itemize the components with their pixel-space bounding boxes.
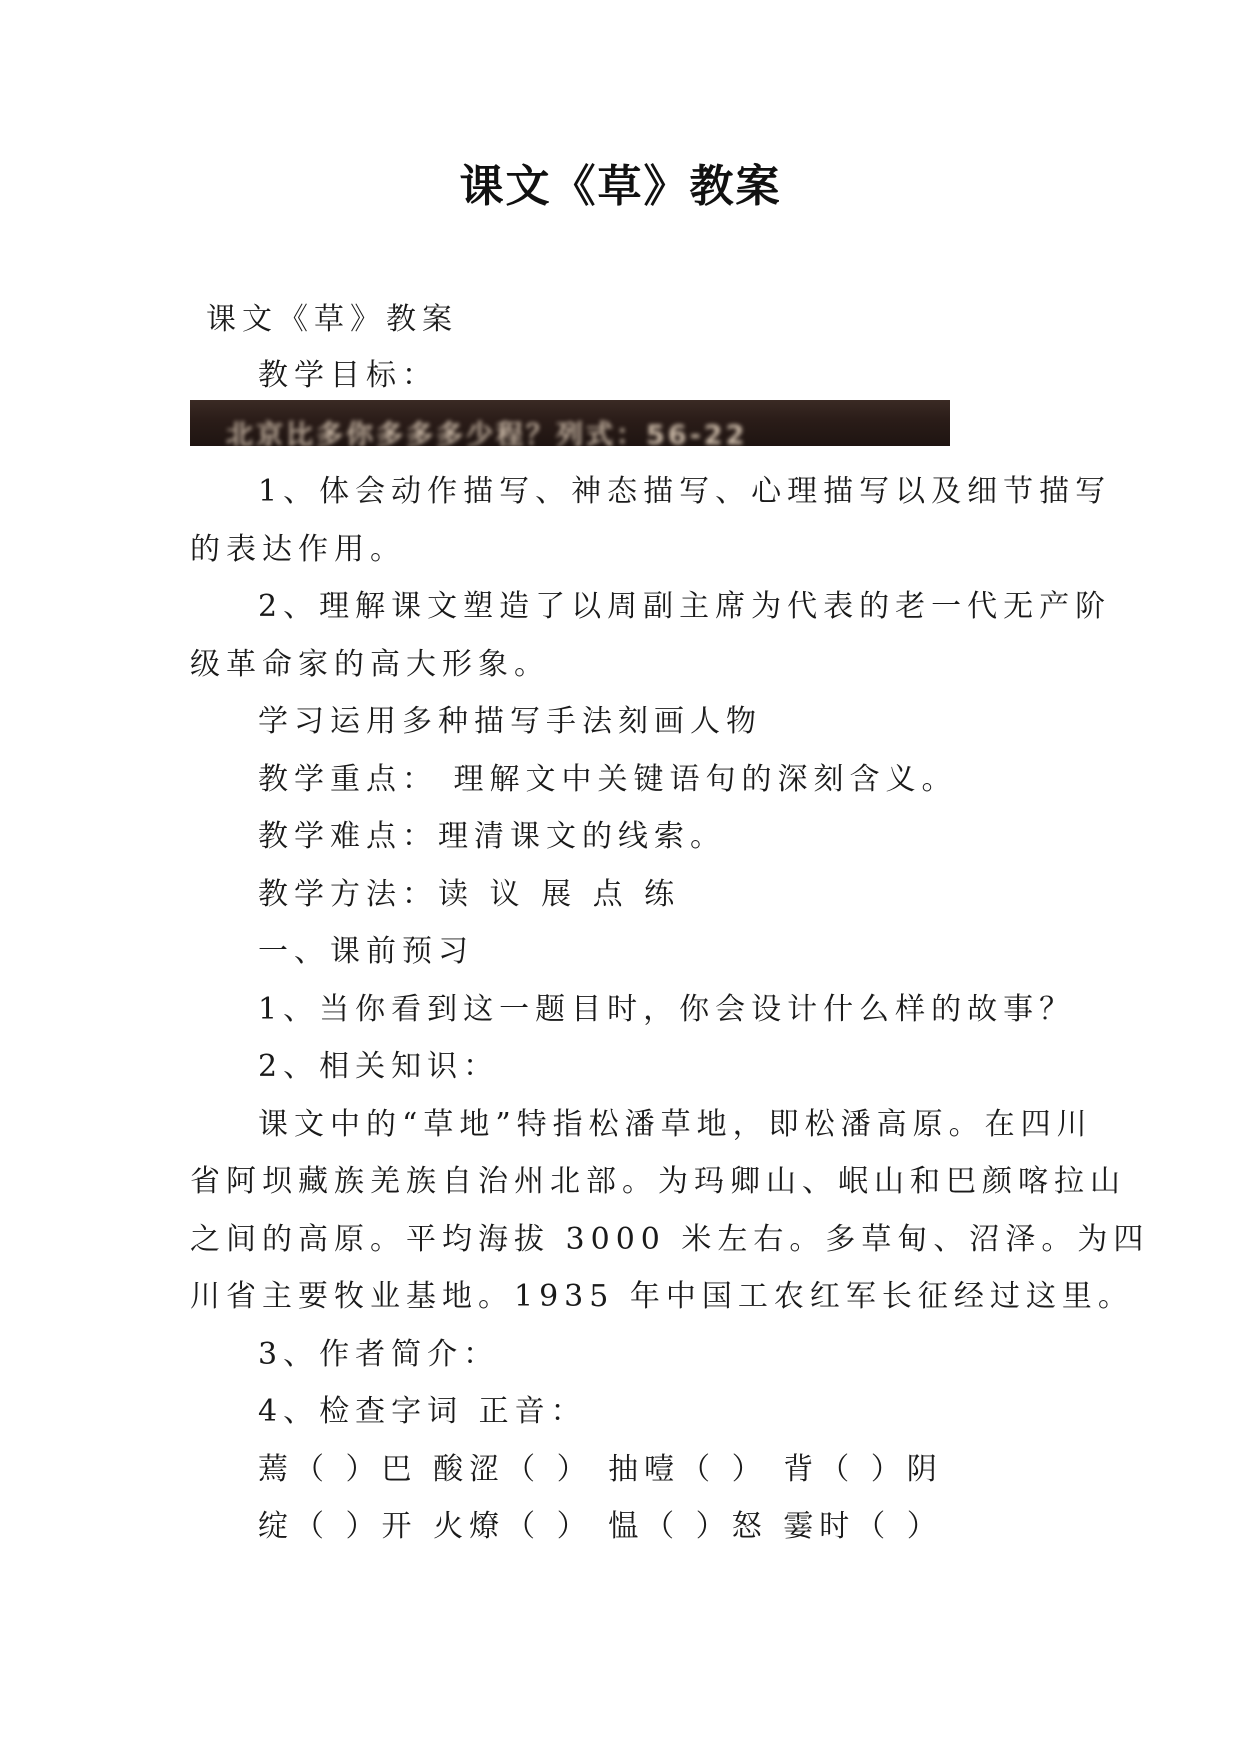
goal-2-line-1: 2、理解课文塑造了以周副主席为代表的老一代无产阶	[258, 589, 1112, 624]
document-title: 课文《草》教案	[459, 161, 782, 212]
vocab-check-line: 4、检查字词 正音：	[258, 1394, 587, 1429]
section-preview-heading: 一、课前预习	[258, 934, 474, 969]
goal-1-line-2: 的表达作用。	[190, 532, 406, 567]
goal-3-line: 学习运用多种描写手法刻画人物	[258, 704, 762, 739]
key-point-line: 教学重点： 理解文中关键语句的深刻含义。	[258, 762, 958, 797]
goals-label: 教学目标：	[258, 358, 438, 393]
knowledge-line-3: 之间的高原。平均海拔 3000 米左右。多草甸、沼泽。为四	[190, 1222, 1150, 1257]
knowledge-line-1: 课文中的“草地”特指松潘草地，即松潘高原。在四川	[258, 1107, 1093, 1142]
banner-text: 北京比多你多多多少程？列式：56-22	[226, 420, 748, 446]
goal-1-line-1: 1、体会动作描写、神态描写、心理描写以及细节描写	[258, 474, 1112, 509]
preview-question-2: 2、相关知识：	[258, 1049, 500, 1084]
goal-2-line-2: 级革命家的高大形象。	[190, 647, 550, 682]
author-intro-line: 3、作者简介：	[258, 1337, 500, 1372]
difficulty-line: 教学难点：理清课文的线索。	[258, 819, 726, 854]
knowledge-line-2: 省阿坝藏族羌族自治州北部。为玛卿山、岷山和巴颜喀拉山	[190, 1164, 1126, 1199]
document-subtitle: 课文《草》教案	[206, 302, 458, 337]
knowledge-line-4: 川省主要牧业基地。1935 年中国工农红军长征经过这里。	[190, 1279, 1134, 1314]
preview-question-1: 1、当你看到这一题目时，你会设计什么样的故事？	[258, 992, 1076, 1027]
method-line: 教学方法：读 议 展 点 练	[258, 877, 681, 912]
blurred-banner-image	[190, 400, 950, 446]
vocab-row-1: 蔫（ ）巴 酸涩（ ） 抽噎（ ） 背（ ）阴	[258, 1452, 943, 1487]
vocab-row-2: 绽（ ）开 火燎（ ） 愠（ ）怒 霎时（ ）	[258, 1509, 943, 1544]
